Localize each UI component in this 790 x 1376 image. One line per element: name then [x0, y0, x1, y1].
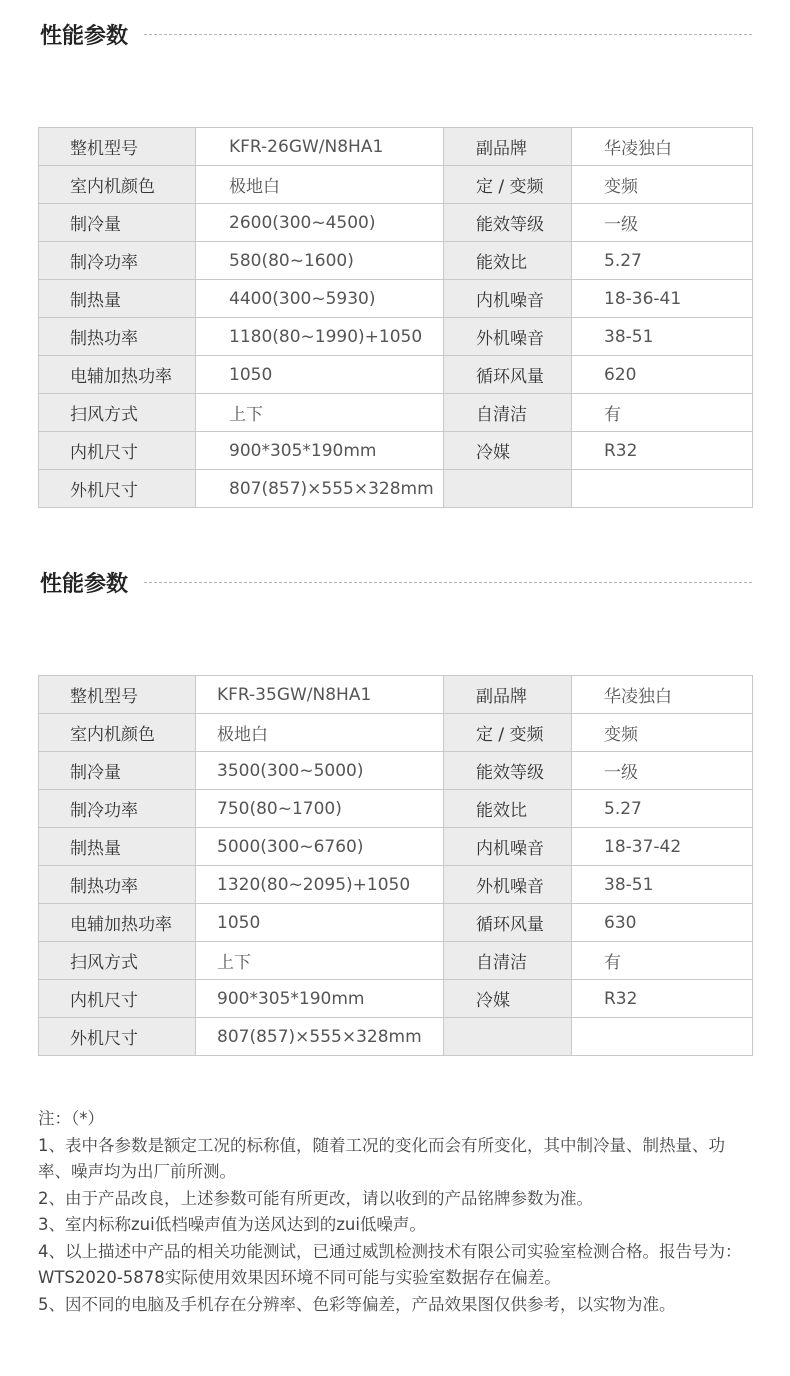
spec-label: 能效等级 — [444, 204, 572, 242]
table-row — [39, 980, 753, 1018]
spec-value: 620 — [572, 356, 753, 394]
spec-value: 807(857)×555×328mm — [196, 470, 444, 508]
spec-label: 外机尺寸 — [39, 470, 196, 508]
section-title-1 — [40, 14, 752, 54]
note-item: 5、因不同的电脑及手机存在分辨率、色彩等偏差，产品效果图仅供参考，以实物为准。 — [38, 1294, 676, 1314]
spec-label: 循环风量 — [444, 356, 572, 394]
spec-value: R32 — [572, 432, 753, 470]
spec-label: 自清洁 — [444, 394, 572, 432]
spec-value: KFR-26GW/N8HA1 — [196, 128, 444, 166]
spec-value: 变频 — [572, 714, 753, 752]
spec-value: 5.27 — [572, 790, 753, 828]
spec-value: 580(80~1600) — [196, 242, 444, 280]
spec-value: KFR-35GW/N8HA1 — [196, 676, 444, 714]
spec-label: 副品牌 — [444, 128, 572, 166]
spec-value — [572, 1018, 753, 1056]
dashed-divider — [144, 34, 752, 35]
spec-label: 内机噪音 — [444, 280, 572, 318]
spec-value: 上下 — [196, 394, 444, 432]
spec-label: 冷媒 — [444, 432, 572, 470]
note-item: 3、室内标称zui低档噪声值为送风达到的zui低噪声。 — [38, 1215, 426, 1234]
spec-value: 1050 — [196, 904, 444, 942]
spec-value: 3500(300~5000) — [196, 752, 444, 790]
section-title-2 — [40, 562, 752, 602]
spec-label: 制冷功率 — [39, 242, 196, 280]
table-row — [39, 714, 753, 752]
table-row — [39, 752, 753, 790]
spec-label: 制热量 — [39, 280, 196, 318]
spec-label: 定 / 变频 — [444, 166, 572, 204]
spec-value: 一级 — [572, 752, 753, 790]
section-title-text: 性能参数 — [40, 23, 129, 49]
spec-value: 5000(300~6760) — [196, 828, 444, 866]
spec-label: 外机噪音 — [444, 318, 572, 356]
spec-label: 整机型号 — [39, 676, 196, 714]
table-row — [39, 904, 753, 942]
spec-label: 制热功率 — [39, 866, 196, 904]
spec-value: 750(80~1700) — [196, 790, 444, 828]
spec-value: 华凌独白 — [572, 676, 753, 714]
note-heading: 注：（*） — [38, 1109, 104, 1128]
table-row — [39, 470, 753, 508]
spec-label: 制热量 — [39, 828, 196, 866]
spec-value: 华凌独白 — [572, 128, 753, 166]
spec-label: 室内机颜色 — [39, 166, 196, 204]
spec-value: 有 — [572, 394, 753, 432]
spec-value: 4400(300~5930) — [196, 280, 444, 318]
spec-label: 外机噪音 — [444, 866, 572, 904]
spec-value — [572, 470, 753, 508]
dashed-divider — [144, 582, 752, 583]
spec-value: 极地白 — [196, 166, 444, 204]
spec-value: 有 — [572, 942, 753, 980]
spec-label: 内机噪音 — [444, 828, 572, 866]
spec-label: 能效比 — [444, 790, 572, 828]
table-row — [39, 128, 753, 166]
spec-label: 扫风方式 — [39, 394, 196, 432]
spec-value: 900*305*190mm — [196, 432, 444, 470]
table-row — [39, 204, 753, 242]
spec-label — [444, 470, 572, 508]
table-row — [39, 1018, 753, 1056]
spec-label: 室内机颜色 — [39, 714, 196, 752]
spec-label: 电辅加热功率 — [39, 356, 196, 394]
table-row — [39, 828, 753, 866]
section-title-text: 性能参数 — [40, 571, 129, 597]
note-item: 2、由于产品改良，上述参数可能有所更改，请以收到的产品铭牌参数为准。 — [38, 1188, 593, 1208]
note-item: 1、表中各参数是额定工况的标称值，随着工况的变化而会有所变化，其中制冷量、制热量、功率、噪声均为出厂前所测。 — [38, 1135, 725, 1181]
table-row — [39, 166, 753, 204]
spec-label: 内机尺寸 — [39, 980, 196, 1018]
spec-label: 能效比 — [444, 242, 572, 280]
spec-label: 整机型号 — [39, 128, 196, 166]
spec-label: 内机尺寸 — [39, 432, 196, 470]
spec-value: 一级 — [572, 204, 753, 242]
spec-value: 1320(80~2095)+1050 — [196, 866, 444, 904]
spec-value: 2600(300~4500) — [196, 204, 444, 242]
spec-label: 扫风方式 — [39, 942, 196, 980]
table-row — [39, 790, 753, 828]
spec-label: 定 / 变频 — [444, 714, 572, 752]
table-row — [39, 942, 753, 980]
spec-label: 电辅加热功率 — [39, 904, 196, 942]
spec-label: 制冷功率 — [39, 790, 196, 828]
table-row — [39, 866, 753, 904]
table-row — [39, 394, 753, 432]
spec-label: 自清洁 — [444, 942, 572, 980]
spec-label: 能效等级 — [444, 752, 572, 790]
spec-label: 冷媒 — [444, 980, 572, 1018]
table-row — [39, 432, 753, 470]
spec-value: 38-51 — [572, 318, 753, 356]
note-item: 4、以上描述中产品的相关功能测试，已通过威凯检测技术有限公司实验室检测合格。报告号为：WTS2020-5878实际使用效果因环境不同可能与实验室数据存在偏差。 — [38, 1241, 742, 1287]
spec-value: 上下 — [196, 942, 444, 980]
spec-value: 18-36-41 — [572, 280, 753, 318]
spec-label — [444, 1018, 572, 1056]
spec-value: 1050 — [196, 356, 444, 394]
spec-value: R32 — [572, 980, 753, 1018]
table-row — [39, 242, 753, 280]
spec-value: 807(857)×555×328mm — [196, 1018, 444, 1056]
spec-value: 极地白 — [196, 714, 444, 752]
table-row — [39, 318, 753, 356]
spec-label: 外机尺寸 — [39, 1018, 196, 1056]
spec-label: 副品牌 — [444, 676, 572, 714]
spec-label: 循环风量 — [444, 904, 572, 942]
spec-table-1 — [38, 127, 753, 508]
spec-value: 变频 — [572, 166, 753, 204]
spec-label: 制冷量 — [39, 752, 196, 790]
table-row — [39, 280, 753, 318]
spec-value: 900*305*190mm — [196, 980, 444, 1018]
spec-value: 18-37-42 — [572, 828, 753, 866]
table-row — [39, 676, 753, 714]
spec-value: 630 — [572, 904, 753, 942]
notes-block — [38, 1106, 756, 1318]
spec-value: 1180(80~1990)+1050 — [196, 318, 444, 356]
table-row — [39, 356, 753, 394]
spec-label: 制热功率 — [39, 318, 196, 356]
spec-value: 5.27 — [572, 242, 753, 280]
spec-value: 38-51 — [572, 866, 753, 904]
spec-label: 制冷量 — [39, 204, 196, 242]
spec-table-2 — [38, 675, 753, 1056]
